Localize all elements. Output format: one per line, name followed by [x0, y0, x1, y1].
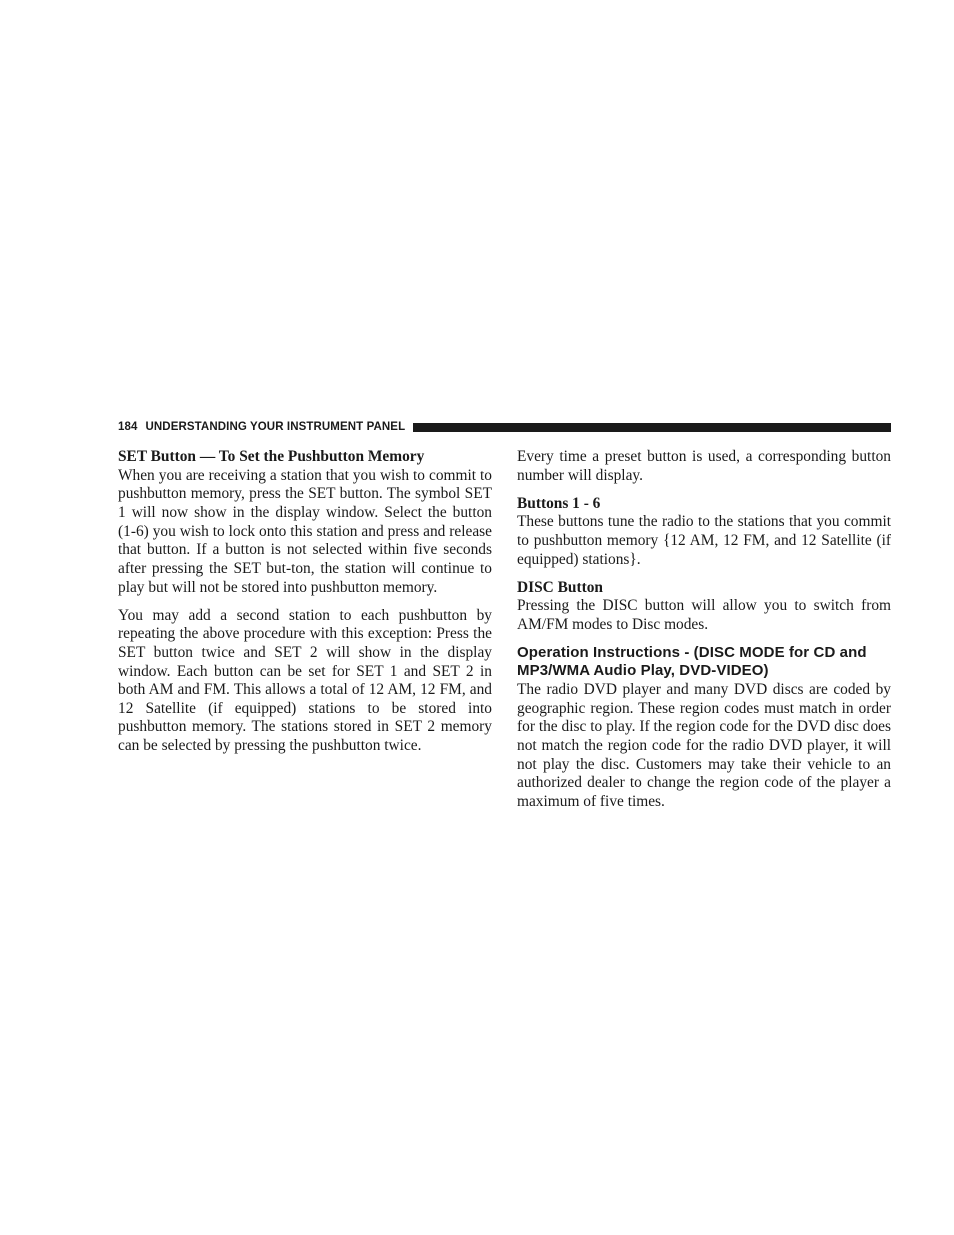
set-button-heading: SET Button — To Set the Pushbutton Memory: [118, 448, 425, 465]
page-header: [118, 418, 891, 436]
operation-paragraph: The radio DVD player and many DVD discs are coded by geographic region. These region codes must match in order for the disc to play. If the region code for the DVD disc does not match the region code for the radio DVD player, it will not play the disc. Customers may take their vehicle to an authorized dealer to change the region code of the player a maximum of five times.: [517, 681, 891, 811]
paragraph-gap: [517, 485, 891, 494]
paragraph-gap: [517, 635, 891, 644]
paragraph-gap: [118, 597, 492, 606]
left-column: [118, 448, 492, 756]
right-column: [517, 448, 891, 812]
page-number: 184: [118, 421, 138, 433]
section-title: UNDERSTANDING YOUR INSTRUMENT PANEL: [145, 421, 406, 433]
buttons-heading: Buttons 1 - 6: [517, 494, 601, 512]
disc-heading: DISC Button: [517, 578, 603, 596]
header-rule: [413, 423, 891, 432]
buttons-paragraph: These buttons tune the radio to the stations that you commit to pushbutton memory {12 AM, 12 FM, and 12 Satellite (if equipped) stations}.: [517, 513, 891, 568]
operation-heading: Operation Instructions - (DISC MODE for CD and MP3/WMA Audio Play, DVD-VIDEO): [517, 643, 867, 680]
set-button-paragraph-1: When you are receiving a station that you wish to commit to pushbutton memory, press the SET button. The symbol SET 1 will now show in the display window. Select the button (1-6) you wish to lock onto this station and press and release that button. If a button is not selected within five seconds after pressing the SET but-ton, the station will continue to play but will not be stored into pushbutton memory.: [118, 466, 492, 596]
disc-paragraph: Pressing the DISC button will allow you to switch from AM/FM modes to Disc modes.: [517, 597, 891, 633]
paragraph-gap: [517, 569, 891, 578]
preset-paragraph: Every time a preset button is used, a corresponding button number will display.: [517, 448, 891, 484]
set-button-paragraph-2: You may add a second station to each pushbutton by repeating the above procedure with this exception: Press the SET button twice and SET 2 will show in the display window. Each button can be set for SET 1 and SET 2 in both AM and FM. This allows a total of 12 AM, 12 FM, and 12 Satellite (if equipped) stations to be stored into pushbutton memory. The stations stored in SET 2 memory can be selected by pressing the pushbutton twice.: [118, 606, 492, 755]
